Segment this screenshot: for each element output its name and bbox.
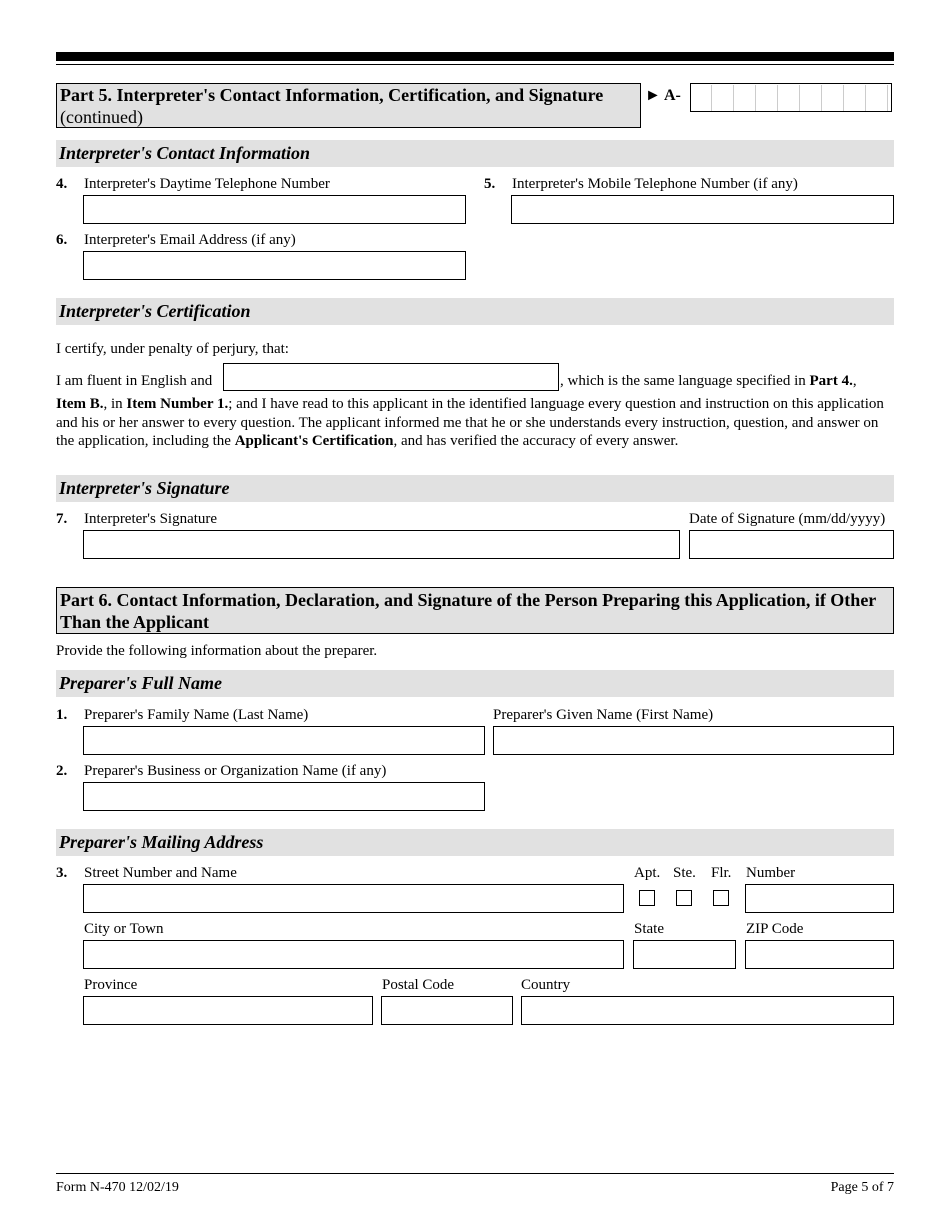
- email-input[interactable]: [83, 251, 466, 280]
- part5-continued: (continued): [60, 107, 143, 127]
- footer-form-id: Form N-470 12/02/19: [56, 1180, 179, 1195]
- state-label: State: [634, 921, 664, 937]
- zip-input[interactable]: [745, 940, 894, 969]
- interpreter-signature-input[interactable]: [83, 530, 680, 559]
- q6-label: Interpreter's Email Address (if any): [84, 232, 296, 248]
- flr-label: Flr.: [711, 865, 732, 881]
- q7-number: 7.: [56, 511, 68, 527]
- q2-number: 2.: [56, 763, 68, 779]
- flr-checkbox[interactable]: [713, 890, 729, 906]
- part6-title: Part 6. Contact Information, Declaration, and Signature of the Person Preparing this Application, if Other Than the Applicant: [60, 590, 876, 632]
- zip-label: ZIP Code: [746, 921, 804, 937]
- country-input[interactable]: [521, 996, 894, 1025]
- family-name-input[interactable]: [83, 726, 485, 755]
- city-label: City or Town: [84, 921, 164, 937]
- family-name-label: Preparer's Family Name (Last Name): [84, 707, 309, 723]
- top-thin-rule: [56, 64, 894, 65]
- a-number-input[interactable]: [690, 83, 892, 112]
- certification-heading: Interpreter's Certification: [56, 298, 894, 325]
- unit-number-input[interactable]: [745, 884, 894, 913]
- q5-label: Interpreter's Mobile Telephone Number (if any): [512, 176, 798, 192]
- part5-header: [56, 83, 641, 128]
- mobile-phone-input[interactable]: [511, 195, 894, 224]
- apt-label: Apt.: [634, 865, 661, 881]
- part6-intro: Provide the following information about the preparer.: [56, 643, 378, 659]
- q4-number: 4.: [56, 176, 68, 192]
- province-label: Province: [84, 977, 138, 993]
- business-name-label: Preparer's Business or Organization Name (if any): [84, 763, 387, 779]
- q5-number: 5.: [484, 176, 496, 192]
- mailing-heading: Preparer's Mailing Address: [56, 829, 894, 856]
- province-input[interactable]: [83, 996, 373, 1025]
- state-select[interactable]: [633, 940, 736, 969]
- given-name-input[interactable]: [493, 726, 894, 755]
- signature-heading: Interpreter's Signature: [56, 475, 894, 502]
- q1-number: 1.: [56, 707, 68, 723]
- signature-date-input[interactable]: [689, 530, 894, 559]
- certification-intro: I certify, under penalty of perjury, that:: [56, 341, 289, 357]
- fluent-post-text: , which is the same language specified in Part 4.,: [560, 373, 857, 389]
- contact-heading: Interpreter's Contact Information: [56, 140, 894, 167]
- language-input[interactable]: [223, 363, 559, 391]
- certification-body: Item B., in Item Number 1.; and I have read to this applicant in the identified language every question and instruction on this application and his or her answer to every question. The applicant informed me that he or she understands every instruction, question, and answer on the application, including the Applicant's Certification, and has verified the accuracy of every answer.: [56, 396, 884, 449]
- preparer-name-heading: Preparer's Full Name: [56, 670, 894, 697]
- q4-label: Interpreter's Daytime Telephone Number: [84, 176, 330, 192]
- footer-page-number: Page 5 of 7: [830, 1180, 894, 1195]
- business-name-input[interactable]: [83, 782, 485, 811]
- unit-number-label: Number: [746, 865, 796, 881]
- q3-number: 3.: [56, 865, 68, 881]
- ste-checkbox[interactable]: [676, 890, 692, 906]
- street-label: Street Number and Name: [84, 865, 237, 881]
- city-input[interactable]: [83, 940, 624, 969]
- apt-checkbox[interactable]: [639, 890, 655, 906]
- postal-code-label: Postal Code: [382, 977, 455, 993]
- part5-title: Part 5. Interpreter's Contact Information, Certification, and Signature: [60, 85, 604, 105]
- street-input[interactable]: [83, 884, 624, 913]
- q7-label: Interpreter's Signature: [84, 511, 218, 527]
- footer-rule: [56, 1173, 894, 1174]
- given-name-label: Preparer's Given Name (First Name): [493, 707, 714, 723]
- a-number-label: ► A-: [645, 87, 681, 104]
- postal-code-input[interactable]: [381, 996, 513, 1025]
- part6-header: [56, 587, 894, 634]
- date-of-signature-label: Date of Signature (mm/dd/yyyy): [689, 511, 886, 527]
- fluent-pre-text: I am fluent in English and: [56, 373, 213, 389]
- country-label: Country: [521, 977, 571, 993]
- daytime-phone-input[interactable]: [83, 195, 466, 224]
- q6-number: 6.: [56, 232, 68, 248]
- ste-label: Ste.: [673, 865, 696, 881]
- top-thick-rule: [56, 52, 894, 61]
